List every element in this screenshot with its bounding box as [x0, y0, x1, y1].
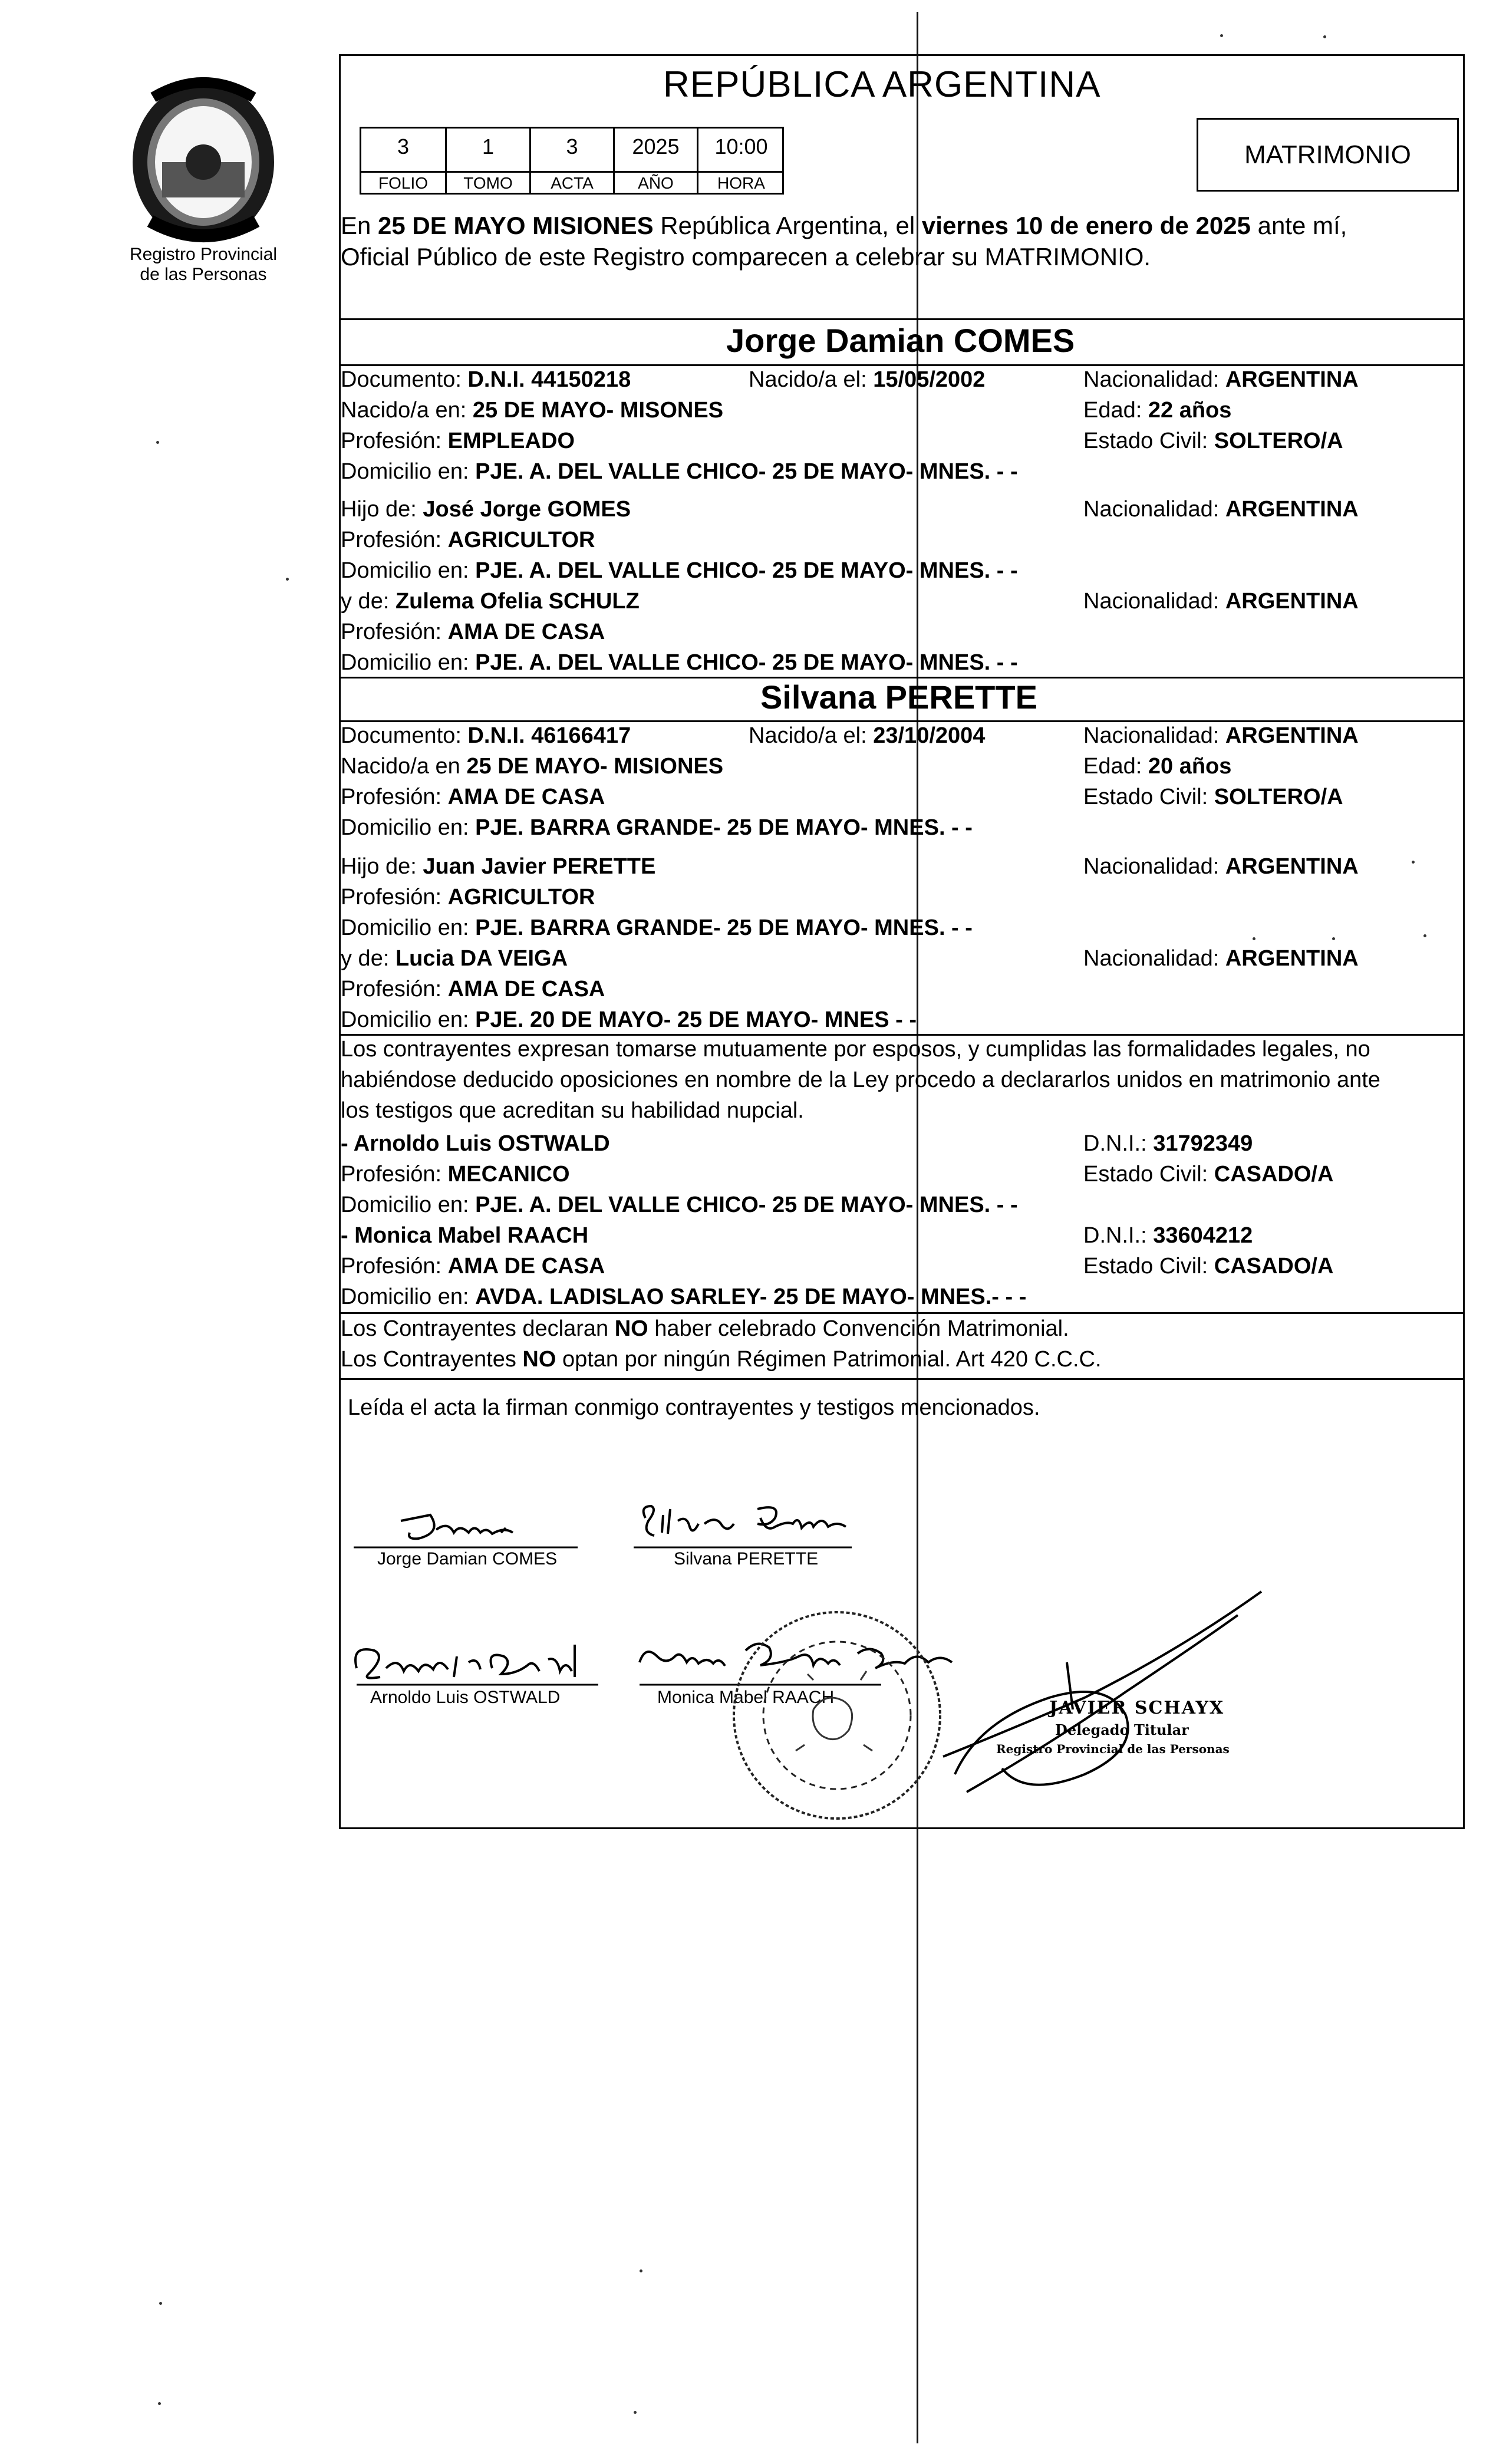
- registry-label-line2: de las Personas: [140, 265, 267, 284]
- witness1-civil-status: Estado Civil: CASADO/A: [1083, 1162, 1334, 1187]
- spouse2-father-address: Domicilio en: PJE. BARRA GRANDE- 25 DE MAYO- MNES. - -: [341, 915, 973, 940]
- signature-arnoldo-ostwald: [351, 1633, 610, 1692]
- closing-text: Leída el acta la firman conmigo contrayentes y testigos mencionados.: [348, 1395, 1040, 1420]
- spouse2-name: Silvana PERETTE: [760, 678, 1037, 716]
- document-type: MATRIMONIO: [1244, 140, 1411, 169]
- scan-speck: [640, 2269, 642, 2272]
- frame-bottom: [339, 1827, 1465, 1829]
- scan-speck: [1323, 35, 1326, 38]
- signature-silvana-perette: [634, 1491, 869, 1550]
- scan-speck: [286, 578, 289, 581]
- spouse1-father: Hijo de: José Jorge GOMES: [341, 497, 631, 522]
- declaration-line-3: los testigos que acreditan su habilidad nupcial.: [341, 1098, 804, 1123]
- folio-value: 3: [397, 134, 410, 159]
- spouse2-father-profession: Profesión: AGRICULTOR: [341, 885, 595, 910]
- scan-speck: [1423, 934, 1426, 937]
- declaration-line-2: habiéndose deducido oposiciones en nombre de la Ley procedo a declararlos unidos en matrimonio ante: [341, 1068, 1380, 1092]
- spouse1-mother: y de: Zulema Ofelia SCHULZ: [341, 589, 640, 614]
- folio-label: FOLIO: [378, 174, 428, 192]
- misiones-logo: [127, 74, 280, 245]
- spouse1-mother-address: Domicilio en: PJE. A. DEL VALLE CHICO- 25 DE MAYO- MNES. - -: [341, 650, 1018, 675]
- spouse2-mother-profession: Profesión: AMA DE CASA: [341, 977, 605, 1002]
- witness1-dni: D.N.I.: 31792349: [1083, 1131, 1253, 1156]
- signature-caption-monica: Monica Mabel RAACH: [657, 1688, 835, 1707]
- signature-caption-arnoldo: Arnoldo Luis OSTWALD: [370, 1688, 561, 1707]
- intro-line-1: En 25 DE MAYO MISIONES República Argentina, el viernes 10 de enero de 2025 ante mí,: [341, 212, 1347, 239]
- signature-caption-silvana: Silvana PERETTE: [674, 1549, 819, 1569]
- witness2-profession: Profesión: AMA DE CASA: [341, 1254, 605, 1279]
- spouse1-father-address: Domicilio en: PJE. A. DEL VALLE CHICO- 25 DE MAYO- MNES. - -: [341, 558, 1018, 583]
- spouse2-mother: y de: Lucia DA VEIGA: [341, 946, 568, 971]
- spouse1-nationality: Nacionalidad: ARGENTINA: [1083, 367, 1359, 392]
- spouse2-age: Edad: 20 años: [1083, 754, 1232, 779]
- spouse1-document: Documento: D.N.I. 44150218: [341, 367, 631, 392]
- spouse2-birthplace: Nacido/a en 25 DE MAYO- MISIONES: [341, 754, 724, 779]
- convention-line-2: Los Contrayentes NO optan por ningún Régimen Patrimonial. Art 420 C.C.C.: [341, 1347, 1102, 1372]
- hora-value: 10:00: [714, 134, 768, 159]
- spouse1-civil-status: Estado Civil: SOLTERO/A: [1083, 429, 1343, 453]
- spouse1-address: Domicilio en: PJE. A. DEL VALLE CHICO- 25 DE MAYO- MNES. - -: [341, 459, 1018, 484]
- closing-rule: [339, 1378, 1465, 1380]
- spouse2-document: Documento: D.N.I. 46166417: [341, 723, 631, 748]
- hora-label: HORA: [717, 174, 765, 192]
- spouse2-born-date: Nacido/a el: 23/10/2004: [749, 723, 986, 748]
- spouse2-mother-nationality: Nacionalidad: ARGENTINA: [1083, 946, 1359, 971]
- spouse1-mother-profession: Profesión: AMA DE CASA: [341, 620, 605, 644]
- declaration-line-1: Los contrayentes expresan tomarse mutuamente por esposos, y cumplidas las formalidades legales, no: [341, 1037, 1370, 1062]
- record-table-divider: [360, 171, 784, 173]
- spouse1-age: Edad: 22 años: [1083, 398, 1232, 423]
- witness2-civil-status: Estado Civil: CASADO/A: [1083, 1254, 1334, 1279]
- scan-speck: [1412, 861, 1415, 864]
- spouse1-father-profession: Profesión: AGRICULTOR: [341, 528, 595, 552]
- witness2-name: - Monica Mabel RAACH: [341, 1223, 589, 1248]
- scan-speck: [156, 441, 159, 444]
- page-title: REPÚBLICA ARGENTINA: [663, 64, 1101, 105]
- witness2-address: Domicilio en: AVDA. LADISLAO SARLEY- 25 DE MAYO- MNES.- - -: [341, 1284, 1027, 1309]
- officer-name: JAVIER SCHAYX: [1049, 1698, 1225, 1718]
- scan-speck: [634, 2411, 637, 2414]
- spouse2-nationality: Nacionalidad: ARGENTINA: [1083, 723, 1359, 748]
- spouse2-mother-address: Domicilio en: PJE. 20 DE MAYO- 25 DE MAYO- MNES - -: [341, 1007, 917, 1032]
- witness1-profession: Profesión: MECANICO: [341, 1162, 570, 1187]
- spouse1-born-date: Nacido/a el: 15/05/2002: [749, 367, 986, 392]
- scan-speck: [158, 2402, 161, 2405]
- officer-registry: Registro Provincial de las Personas: [996, 1742, 1230, 1756]
- witness2-dni: D.N.I.: 33604212: [1083, 1223, 1253, 1248]
- spouse1-birthplace: Nacido/a en: 25 DE MAYO- MISONES: [341, 398, 724, 423]
- intro-line-2: Oficial Público de este Registro comparecen a celebrar su MATRIMONIO.: [341, 243, 1151, 271]
- spouse2-address: Domicilio en: PJE. BARRA GRANDE- 25 DE MAYO- MNES. - -: [341, 815, 973, 840]
- witness1-name: - Arnoldo Luis OSTWALD: [341, 1131, 610, 1156]
- anio-label: AÑO: [638, 174, 674, 192]
- signature-jorge-comes: [354, 1497, 578, 1550]
- acta-value: 3: [566, 134, 578, 159]
- scan-speck: [159, 2302, 162, 2305]
- spouse2-profession: Profesión: AMA DE CASA: [341, 785, 605, 809]
- signature-caption-jorge: Jorge Damian COMES: [377, 1549, 558, 1569]
- scan-speck: [1332, 937, 1335, 940]
- tomo-value: 1: [482, 134, 495, 159]
- registry-label-line1: Registro Provincial: [129, 245, 278, 264]
- spouse2-father: Hijo de: Juan Javier PERETTE: [341, 854, 656, 879]
- coat-of-arms-icon: [127, 74, 280, 245]
- spouse1-father-nationality: Nacionalidad: ARGENTINA: [1083, 497, 1359, 522]
- frame-top: [339, 54, 1465, 56]
- spouse1-name: Jorge Damian COMES: [726, 322, 1075, 359]
- acta-label: ACTA: [551, 174, 594, 192]
- scan-speck: [1253, 937, 1255, 940]
- frame-right: [1463, 54, 1465, 1829]
- scan-speck: [1220, 34, 1223, 37]
- spouse1-top-rule: [339, 318, 1465, 320]
- anio-value: 2025: [632, 134, 680, 159]
- officer-title: Delegado Titular: [1055, 1721, 1189, 1738]
- spouse2-father-nationality: Nacionalidad: ARGENTINA: [1083, 854, 1359, 879]
- tomo-label: TOMO: [463, 174, 513, 192]
- witness1-address: Domicilio en: PJE. A. DEL VALLE CHICO- 25 DE MAYO- MNES. - -: [341, 1193, 1018, 1217]
- spouse1-mother-nationality: Nacionalidad: ARGENTINA: [1083, 589, 1359, 614]
- spouse2-civil-status: Estado Civil: SOLTERO/A: [1083, 785, 1343, 809]
- official-stamp: [725, 1603, 949, 1827]
- convention-line-1: Los Contrayentes declaran NO haber celebrado Convención Matrimonial.: [341, 1316, 1069, 1341]
- spouse1-profession: Profesión: EMPLEADO: [341, 429, 575, 453]
